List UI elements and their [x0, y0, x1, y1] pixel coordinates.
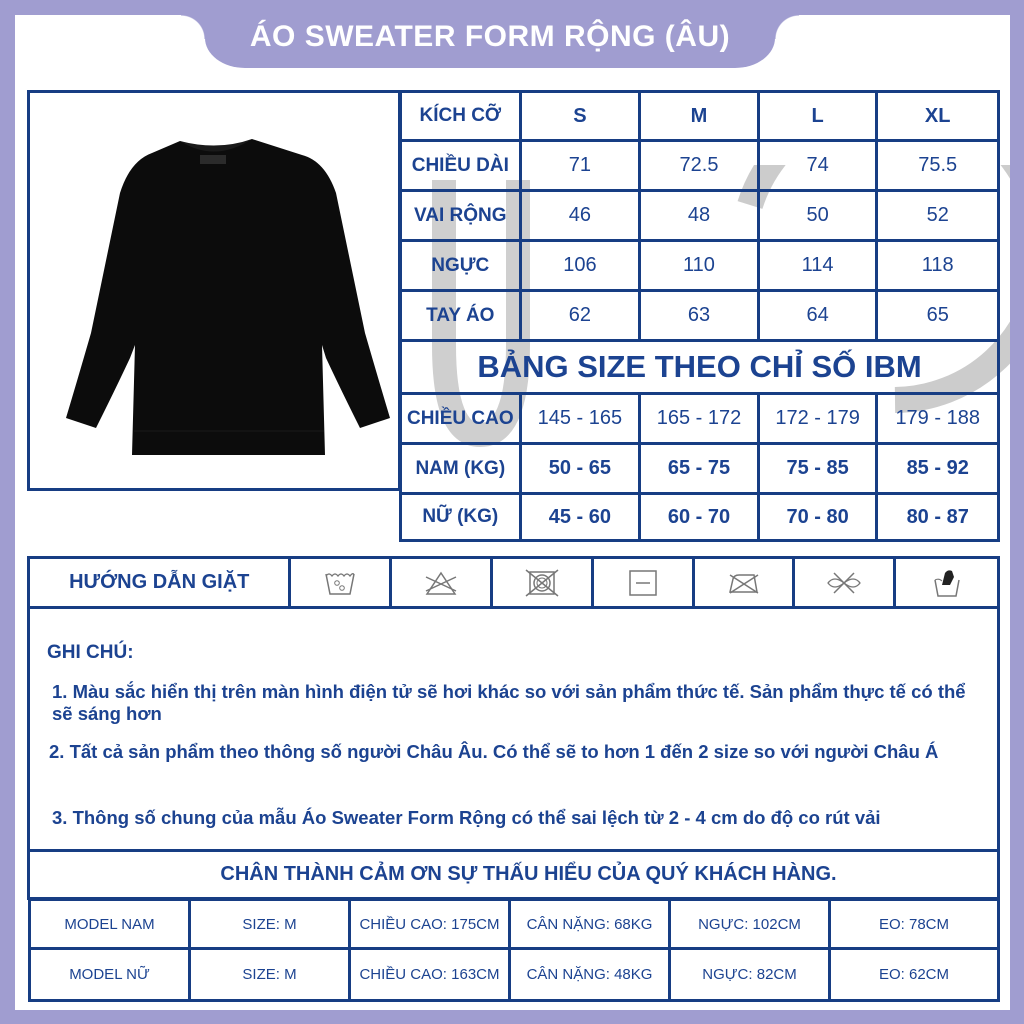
note-item: 2. Tất cả sản phẩm theo thông số người Châu Âu. Có thể sẽ to hơn 1 đến 2 size so với người Châu Á	[49, 741, 939, 762]
header-label: KÍCH CỠ	[402, 93, 522, 139]
do-not-iron-icon	[695, 559, 796, 606]
size-xl: XL	[924, 104, 951, 127]
table-cell: 52	[926, 204, 949, 226]
washing-label: HƯỚNG DẪN GIẶT	[30, 559, 291, 606]
wash-30-icon	[291, 559, 392, 606]
size-header-row	[402, 93, 997, 142]
size-table	[399, 90, 1000, 542]
table-cell: 64	[760, 292, 879, 339]
table-row	[402, 395, 997, 445]
notes-section	[27, 606, 1000, 852]
model-waist: EO: 62CM	[878, 966, 950, 983]
table-cell: 70 - 80	[760, 495, 879, 539]
model-row-male	[31, 901, 997, 950]
table-cell: 106	[522, 242, 642, 289]
sweater-image	[40, 133, 390, 463]
model-info-table	[28, 898, 1000, 1002]
table-cell: 118	[921, 254, 954, 276]
row-label: NAM (KG)	[402, 445, 522, 492]
table-cell: 46	[522, 192, 642, 239]
model-waist: EO: 78CM	[878, 915, 950, 933]
model-name: MODEL NỮ	[31, 950, 191, 999]
table-row	[402, 292, 997, 342]
table-cell: 165 - 172	[641, 395, 760, 442]
model-size: SIZE: M	[191, 901, 351, 947]
table-cell: 74	[760, 142, 879, 189]
table-cell: 145 - 165	[522, 395, 642, 442]
table-row	[402, 495, 997, 539]
model-height: CHIỀU CAO: 163CM	[351, 950, 511, 999]
table-row	[402, 242, 997, 292]
ibm-table-title: BẢNG SIZE THEO CHỈ SỐ IBM	[402, 342, 997, 395]
size-s: S	[522, 93, 642, 139]
table-cell: 85 - 92	[906, 457, 969, 479]
note-item: 1. Màu sắc hiển thị trên màn hình điện tử sẽ hơi khác so với sản phẩm thức tế. Sản phẩm thực tế có thể sẽ sáng hơn	[52, 681, 966, 724]
do-not-bleach-icon	[392, 559, 493, 606]
model-name: MODEL NAM	[31, 901, 191, 947]
dry-flat-icon	[594, 559, 695, 606]
row-label: NGỰC	[402, 242, 522, 289]
model-row-female	[31, 950, 997, 999]
model-chest: NGỰC: 82CM	[671, 950, 831, 999]
hand-wash-icon	[896, 559, 997, 606]
note-item: 3. Thông số chung của mẫu Áo Sweater Form Rộng có thể sai lệch từ 2 - 4 cm do độ co rút vải	[52, 807, 881, 828]
table-cell: 45 - 60	[522, 495, 642, 539]
table-cell: 179 - 188	[895, 407, 980, 429]
table-cell: 80 - 87	[906, 505, 969, 528]
thank-you-message: CHÂN THÀNH CẢM ƠN SỰ THẤU HIỂU CỦA QUÝ KHÁCH HÀNG.	[27, 852, 1000, 900]
table-cell: 50	[760, 192, 879, 239]
row-label: CHIỀU DÀI	[402, 142, 522, 189]
table-cell: 62	[522, 292, 642, 339]
notes-heading: GHI CHÚ:	[47, 642, 134, 663]
table-cell: 114	[760, 242, 879, 289]
table-cell: 75 - 85	[760, 445, 879, 492]
table-cell: 172 - 179	[760, 395, 879, 442]
table-cell: 75.5	[918, 154, 958, 176]
model-weight: CÂN NẶNG: 68KG	[511, 901, 671, 947]
row-label: CHIỀU CAO	[402, 395, 522, 442]
do-not-tumble-dry-icon	[493, 559, 594, 606]
model-weight: CÂN NẶNG: 48KG	[511, 950, 671, 999]
do-not-wring-icon	[795, 559, 896, 606]
row-label: VAI RỘNG	[402, 192, 522, 239]
table-cell: 60 - 70	[641, 495, 760, 539]
size-l: L	[760, 93, 879, 139]
table-row	[402, 445, 997, 495]
table-row	[402, 142, 997, 192]
table-cell: 65	[926, 304, 949, 326]
model-chest: NGỰC: 102CM	[671, 901, 831, 947]
row-label: TAY ÁO	[402, 292, 522, 339]
table-cell: 72.5	[641, 142, 760, 189]
table-row	[402, 192, 997, 242]
size-m: M	[641, 93, 760, 139]
table-cell: 50 - 65	[522, 445, 642, 492]
table-cell: 63	[641, 292, 760, 339]
title-banner	[205, 0, 775, 68]
table-cell: 65 - 75	[641, 445, 760, 492]
table-cell: 71	[522, 142, 642, 189]
row-label: NỮ (KG)	[402, 495, 522, 539]
table-cell: 48	[641, 192, 760, 239]
page-title: ÁO SWEATER FORM RỘNG (ÂU)	[249, 20, 731, 53]
model-size: SIZE: M	[191, 950, 351, 999]
model-height: CHIỀU CAO: 175CM	[351, 901, 511, 947]
product-image-box	[27, 90, 401, 491]
table-cell: 110	[641, 242, 760, 289]
washing-instructions	[27, 556, 1000, 609]
